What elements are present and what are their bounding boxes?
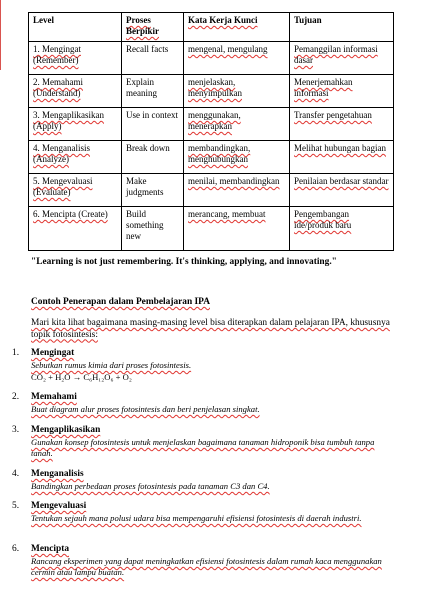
table-row	[29, 141, 394, 174]
cell-tujuan: Transfer pengetahuan	[290, 108, 394, 141]
item-title: Mengingat	[31, 348, 75, 358]
table-row	[29, 207, 394, 251]
cell-proses: Use in context	[122, 108, 184, 141]
item-description: Buat diagram alur proses fotosintesis dan beri penjelasan singkat.	[31, 404, 260, 414]
quote-text: "Learning is not just remembering. It's thinking, applying, and innovating."	[31, 257, 337, 267]
item-title: Mengaplikasikan	[31, 425, 101, 435]
item-number: 1.	[12, 348, 20, 358]
cell-level: 3. Mengaplikasikan (Apply)	[29, 108, 122, 141]
cell-level: 4. Menganalisis (Analyze)	[29, 141, 122, 174]
cell-level: 2. Memahami (Understand)	[29, 75, 122, 108]
cell-tujuan: Menerjemahkan informasi	[290, 75, 394, 108]
table-row	[29, 174, 394, 207]
item-description: Sebutkan rumus kimia dari proses fotosintesis.	[31, 360, 192, 370]
cell-kata: mengenal, mengulang	[184, 42, 290, 75]
item-number: 2.	[12, 392, 20, 402]
item-title: Menganalisis	[31, 469, 84, 479]
cell-tujuan: Penilaian berdasar standar	[290, 174, 394, 207]
cell-proses: Break down	[122, 141, 184, 174]
header-kata-kerja: Kata Kerja Kunci	[184, 13, 290, 42]
intro-paragraph: Mari kita lihat bagaimana masing-masing level bisa diterapkan dalam pelajaran IPA, khususnya topik fotosintesis:	[31, 318, 390, 340]
cell-proses: Recall facts	[122, 42, 184, 75]
header-level: Level	[29, 13, 122, 42]
item-description: Bandingkan perbedaan proses fotosintesis pada tanaman C3 dan C4.	[31, 481, 270, 491]
item-description: Tentukan sejauh mana polusi udara bisa mempengaruhi efisiensi fotosintesis di daerah industri.	[31, 513, 362, 523]
cell-kata: menjelaskan, menyimpulkan	[184, 75, 290, 108]
cell-level: 6. Mencipta (Create)	[29, 207, 122, 251]
cell-tujuan: Melihat hubungan bagian	[290, 141, 394, 174]
cell-proses: Make judgments	[122, 174, 184, 207]
item-number: 3.	[12, 425, 20, 435]
cell-kata: menilai, membandingkan	[184, 174, 290, 207]
cell-tujuan: Pemanggilan informasi dasar	[290, 42, 394, 75]
cell-level: 1. Mengingat (Remember)	[29, 42, 122, 75]
item-title: Memahami	[31, 392, 77, 402]
item-title: Mencipta	[31, 544, 70, 554]
cell-kata: membandingkan, menghubungkan	[184, 141, 290, 174]
cell-level: 5. Mengevaluasi (Evaluate)	[29, 174, 122, 207]
section-title: Contoh Penerapan dalam Pembelajaran IPA	[31, 297, 210, 307]
left-margin-red-line	[0, 0, 1, 70]
header-tujuan: Tujuan	[290, 13, 394, 42]
item-description: Rancang eksperimen yang dapat meningkatkan efisiensi fotosintesis dalam rumah kaca menggunakan cermin atau lampu buatan.	[31, 556, 382, 577]
item-title: Mengevaluasi	[31, 501, 87, 511]
cell-kata: menggunakan, menerapkan	[184, 108, 290, 141]
table-row	[29, 75, 394, 108]
item-description: Gunakan konsep fotosintesis untuk menjelaskan bagaimana tanaman hidroponik bisa tumbuh tanpa tanah.	[31, 437, 375, 458]
cell-tujuan: Pengembangan ide/produk baru	[290, 207, 394, 251]
cell-proses: Explain meaning	[122, 75, 184, 108]
item-number: 6.	[12, 544, 20, 554]
photosynthesis-formula: CO₂ + H₂O → C₆H₁₂O₆ + O₂	[31, 372, 132, 382]
bloom-taxonomy-table	[28, 12, 394, 251]
table-row	[29, 108, 394, 141]
item-number: 5.	[12, 501, 20, 511]
header-proses: Proses Berpikir	[122, 13, 184, 42]
item-number: 4.	[12, 469, 20, 479]
table-row	[29, 42, 394, 75]
cell-kata: merancang, membuat	[184, 207, 290, 251]
cell-proses: Build something new	[122, 207, 184, 251]
